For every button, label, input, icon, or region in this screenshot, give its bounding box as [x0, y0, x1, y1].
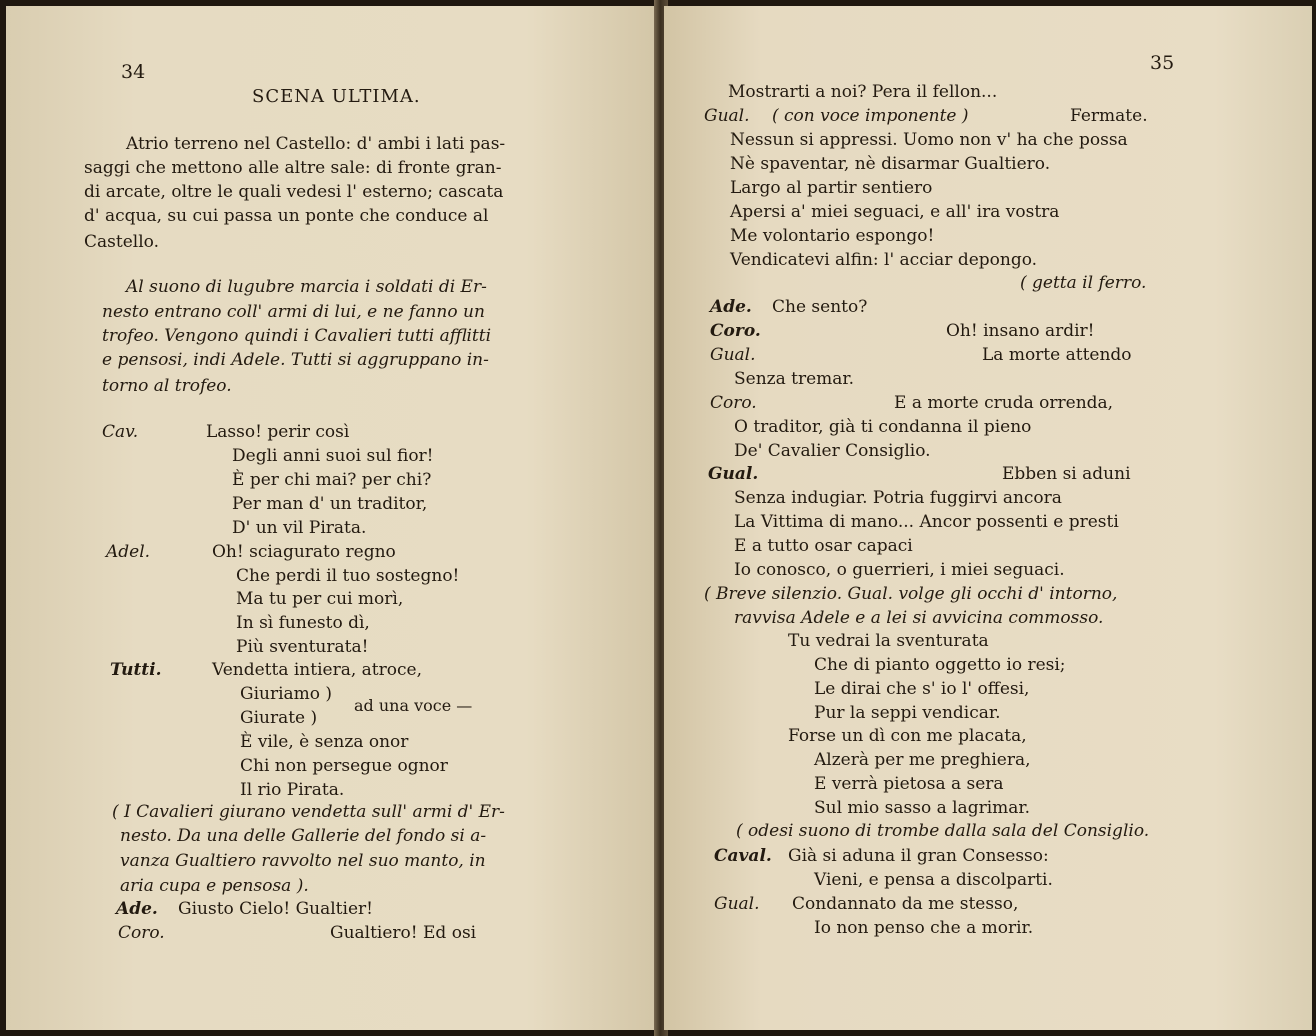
verse-line: Per man d' un traditor, [232, 494, 428, 514]
scene-title: SCENA ULTIMA. [252, 86, 421, 107]
verse-line: In sì funesto dì, [236, 613, 370, 633]
speaker-caval: Caval. [714, 846, 772, 866]
left-page [6, 6, 656, 1030]
stage-direction: ( con voce imponente ) [772, 106, 969, 126]
verse-line: Che perdi il tuo sostegno! [236, 566, 460, 586]
verse-line: Fermate. [1070, 106, 1148, 126]
action-line: nesto entrano coll' armi di lui, e ne fanno un [102, 302, 485, 322]
verse-line: È vile, è senza onor [240, 732, 409, 752]
verse-line: La Vittima di mano... Ancor possenti e presti [734, 512, 1119, 532]
verse-line: Più sventurata! [236, 637, 369, 657]
speaker-coro: Coro. [710, 393, 757, 413]
action-line: ( odesi suono di trombe dalla sala del Consiglio. [736, 821, 1150, 841]
page-number: 34 [121, 61, 146, 83]
verse-line: Che di pianto oggetto io resi; [814, 655, 1066, 675]
verse-line: E a tutto osar capaci [734, 536, 913, 556]
speaker-coro: Coro. [118, 923, 165, 943]
verse-line: È per chi mai? per chi? [232, 470, 432, 490]
verse-line: Me volontario espongo! [730, 226, 935, 246]
verse-line: O traditor, già ti condanna il pieno [734, 417, 1032, 437]
verse-line: Condannato da me stesso, [792, 894, 1019, 914]
verse-line: De' Cavalier Consiglio. [734, 441, 931, 461]
action-line: trofeo. Vengono quindi i Cavalieri tutti afflitti [102, 326, 491, 346]
speaker-gual: Gual. [704, 106, 750, 126]
right-page [664, 6, 1312, 1030]
verse-line: Chi non persegue ognor [240, 756, 448, 776]
speaker-gual: Gual. [714, 894, 760, 914]
action-line: ( I Cavalieri giurano vendetta sull' armi d' Er- [112, 802, 505, 822]
verse-line: Io conosco, o guerrieri, i miei seguaci. [734, 560, 1065, 580]
stage-direction-line: di arcate, oltre le quali vedesi l' esterno; cascata [84, 182, 504, 202]
verse-line: Vendetta intiera, atroce, [212, 660, 422, 680]
action-line: Al suono di lugubre marcia i soldati di Er- [126, 277, 487, 297]
verse-line: Degli anni suoi sul fior! [232, 446, 434, 466]
verse-line: D' un vil Pirata. [232, 518, 367, 538]
verse-line: Ebben si aduni [1002, 464, 1131, 484]
verse-line: Già si aduna il gran Consesso: [788, 846, 1049, 866]
verse-line: Tu vedrai la sventurata [788, 631, 989, 651]
verse-line: Mostrarti a noi? Pera il fellon... [728, 82, 998, 102]
verse-line: Forse un dì con me placata, [788, 726, 1027, 746]
stage-direction-line: Castello. [84, 232, 159, 252]
verse-line: Giusto Cielo! Gualtier! [178, 899, 373, 919]
verse-line: Senza indugiar. Potria fuggirvi ancora [734, 488, 1062, 508]
action-line: nesto. Da una delle Gallerie del fondo si a- [120, 826, 487, 846]
speaker-cav: Cav. [102, 422, 139, 442]
speaker-coro: Coro. [710, 321, 761, 341]
verse-line: Oh! sciagurato regno [212, 542, 396, 562]
speaker-ade: Ade. [116, 899, 158, 919]
stage-direction: ( getta il ferro. [1020, 273, 1147, 293]
speaker-adel: Adel. [106, 542, 151, 562]
stage-direction-line: saggi che mettono alle altre sale: di fronte gran- [84, 158, 502, 178]
verse-line: Apersi a' miei seguaci, e all' ira vostra [730, 202, 1060, 222]
stage-direction-line: d' acqua, su cui passa un ponte che conduce al [84, 206, 489, 226]
verse-line: Oh! insano ardir! [946, 321, 1095, 341]
verse-line: Gualtiero! Ed osi [330, 923, 477, 943]
verse-line: Nessun si appressi. Uomo non v' ha che possa [730, 130, 1128, 150]
verse-line: Che sento? [772, 297, 868, 317]
verse-line: Lasso! perir così [206, 422, 350, 442]
verse-line: Ma tu per cui morì, [236, 589, 404, 609]
speaker-gual: Gual. [708, 464, 759, 484]
verse-line: Pur la seppi vendicar. [814, 703, 1001, 723]
speaker-ade: Ade. [710, 297, 752, 317]
speaker-gual: Gual. [710, 345, 756, 365]
stage-direction-line: Atrio terreno nel Castello: d' ambi i lati pas- [126, 134, 506, 154]
verse-line: Nè spaventar, nè disarmar Gualtiero. [730, 154, 1051, 174]
verse-line: Senza tremar. [734, 369, 855, 389]
verse-line: E a morte cruda orrenda, [894, 393, 1114, 413]
verse-line: ad una voce — [354, 696, 473, 715]
page-number: 35 [1150, 52, 1175, 74]
action-line: ( Breve silenzio. Gual. volge gli occhi d' intorno, [704, 584, 1118, 604]
action-line: vanza Gualtiero ravvolto nel suo manto, in [120, 851, 486, 871]
action-line: torno al trofeo. [102, 376, 232, 396]
verse-line: Largo al partir sentiero [730, 178, 933, 198]
verse-line: Vieni, e pensa a discolparti. [814, 870, 1053, 890]
verse-line: Giurate ) [240, 708, 318, 728]
verse-line: La morte attendo [982, 345, 1132, 365]
action-line: aria cupa e pensosa ). [120, 876, 309, 896]
action-line: ravvisa Adele e a lei si avvicina commosso. [734, 608, 1104, 628]
verse-line: Il rio Pirata. [240, 780, 345, 800]
verse-line: Le dirai che s' io l' offesi, [814, 679, 1030, 699]
verse-line: Sul mio sasso a lagrimar. [814, 798, 1031, 818]
verse-line: Alzerà per me preghiera, [814, 750, 1031, 770]
verse-line: Vendicatevi alfin: l' acciar depongo. [730, 250, 1038, 270]
verse-line: E verrà pietosa a sera [814, 774, 1004, 794]
action-line: e pensosi, indi Adele. Tutti si aggruppano in- [102, 350, 489, 370]
verse-line: Giuriamo ) [240, 684, 333, 704]
speaker-tutti: Tutti. [110, 660, 162, 680]
verse-line: Io non penso che a morir. [814, 918, 1034, 938]
